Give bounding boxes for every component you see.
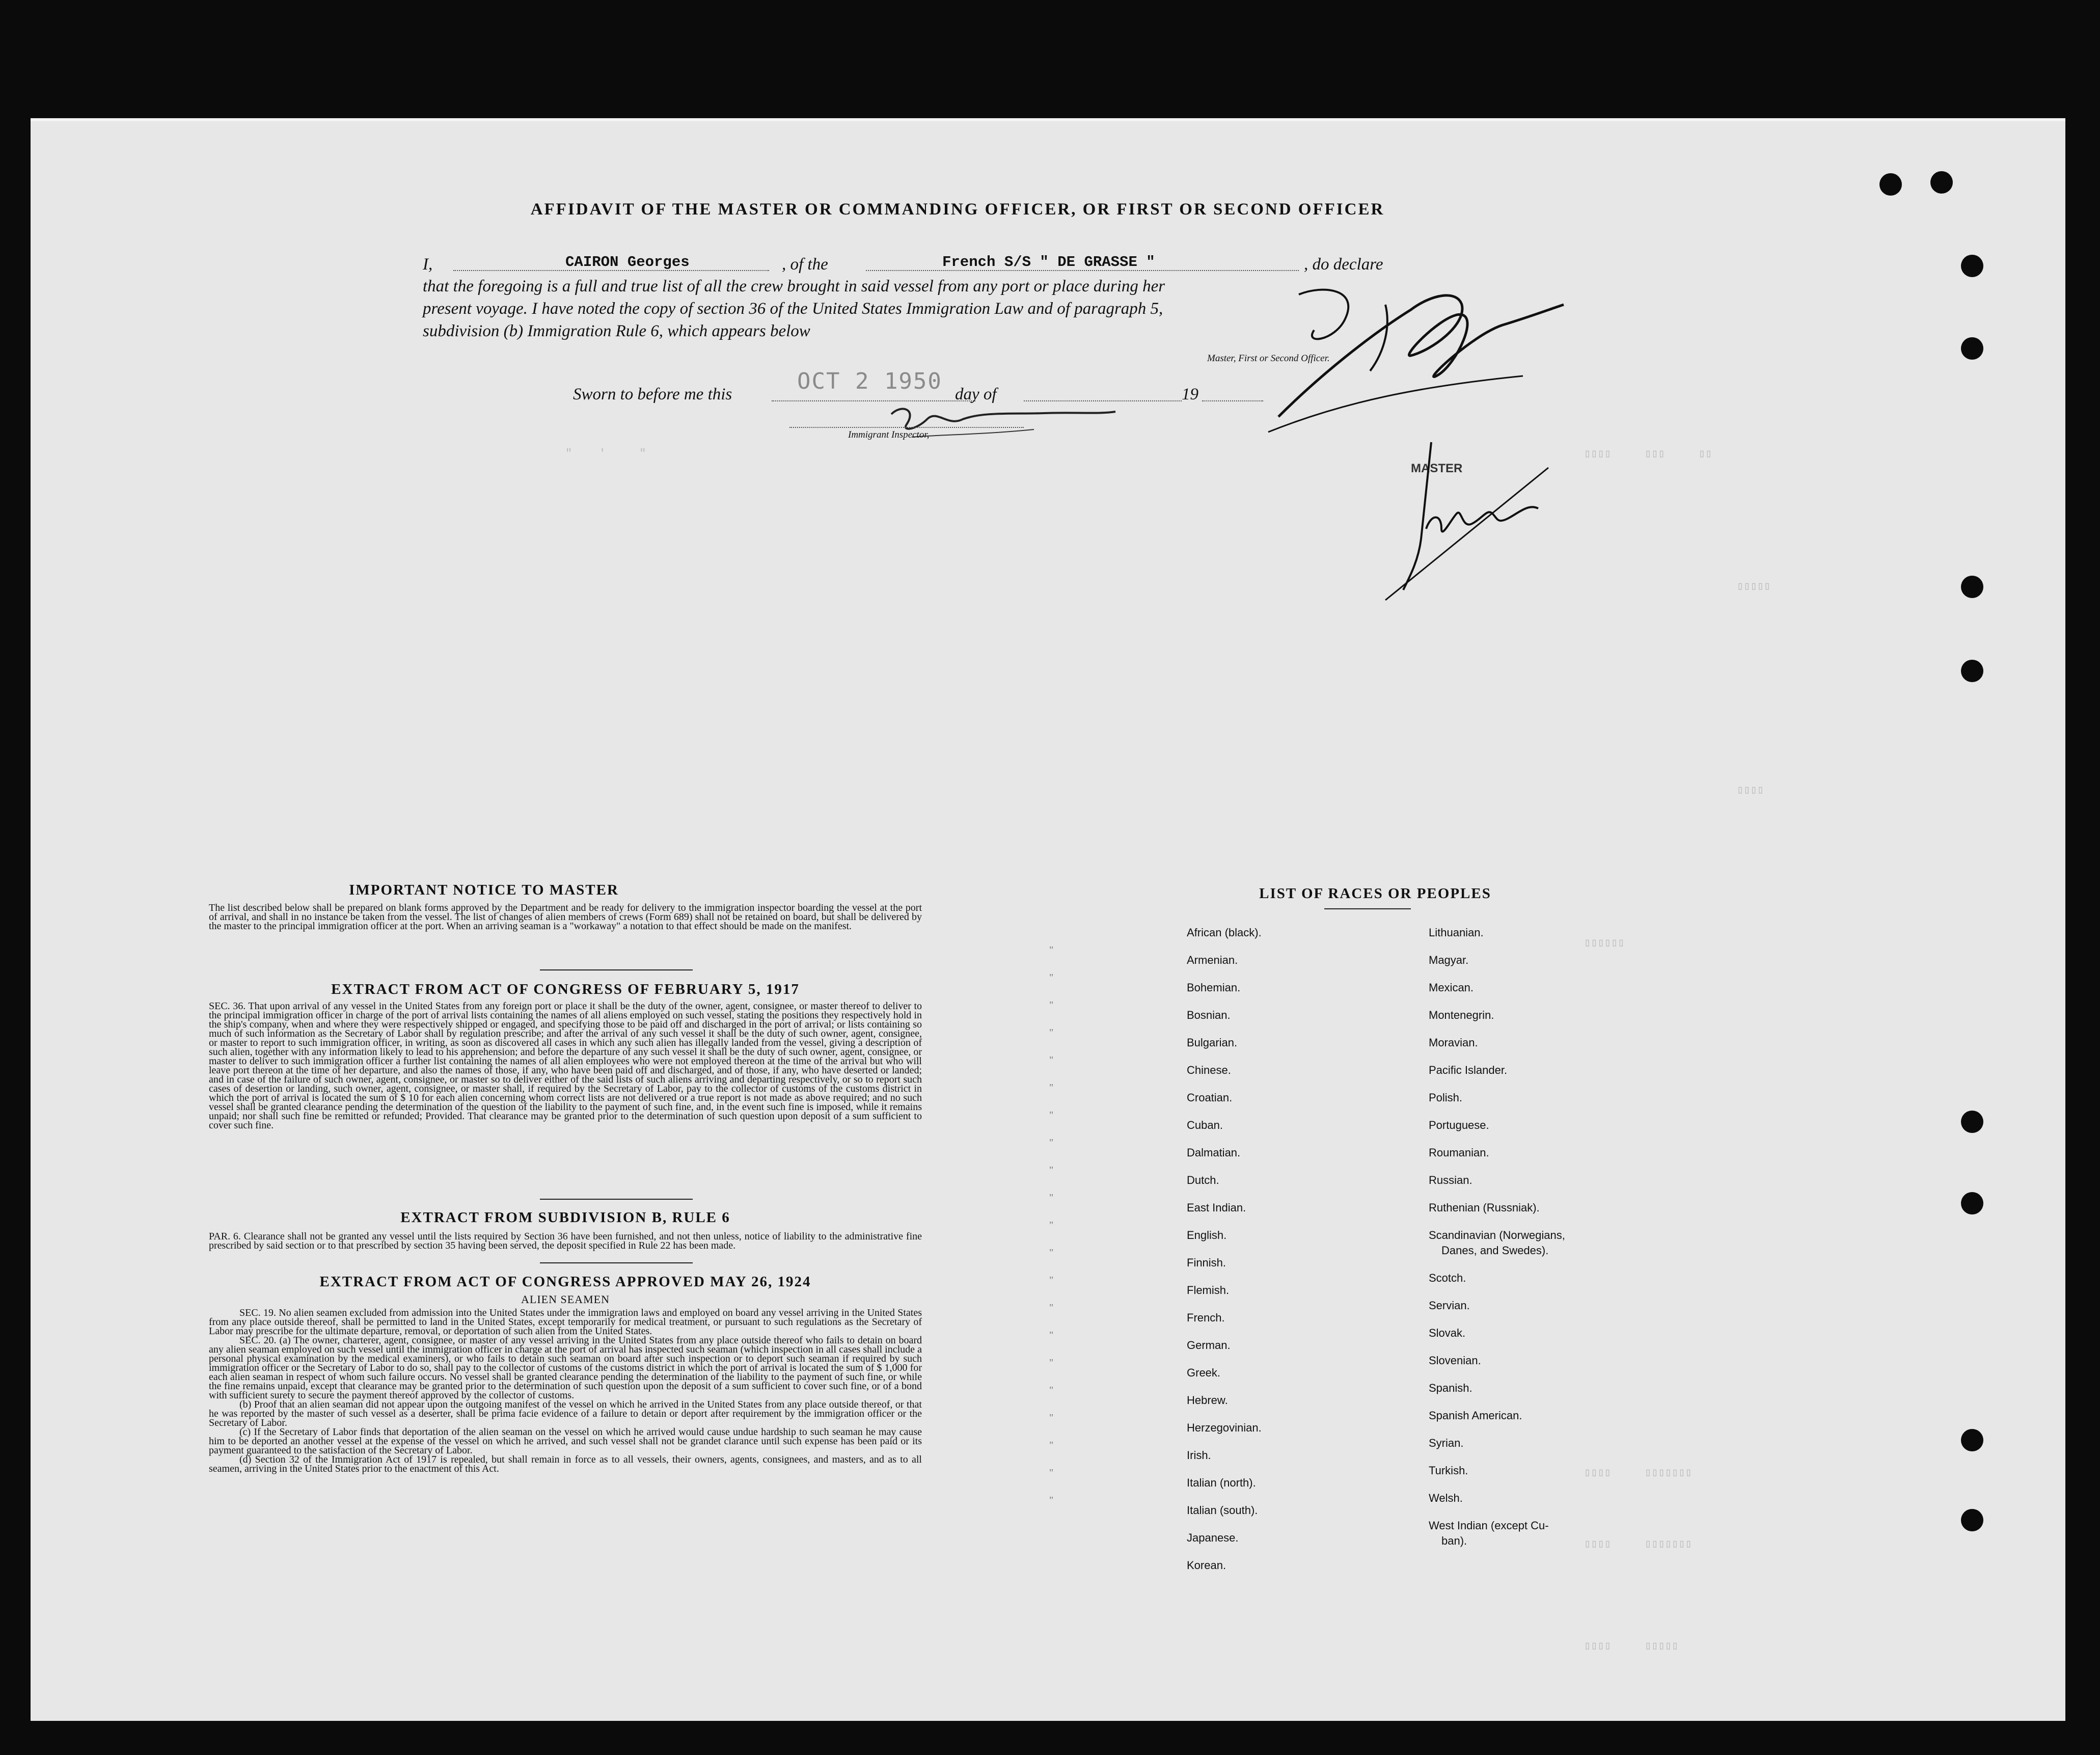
race-item: Hebrew. — [1187, 1394, 1228, 1407]
affidavit-title: AFFIDAVIT OF THE MASTER OR COMMANDING OFFICER, OR FIRST OR SECOND OFFICER — [530, 200, 1385, 219]
punch-hole — [1961, 1192, 1983, 1214]
race-item: Montenegrin. — [1429, 1009, 1494, 1021]
affidavit-line2: that the foregoing is a full and true list of all the crew brought in said vessel from any port or place during her — [423, 277, 1165, 295]
sworn-year: 19 — [1182, 385, 1198, 403]
extract-1924-subtitle: ALIEN SEAMEN — [521, 1293, 610, 1306]
punch-hole — [1961, 1429, 1983, 1451]
affidavit-line1-prefix: I, — [423, 255, 433, 274]
punch-hole — [1961, 1111, 1983, 1133]
race-item: Japanese. — [1187, 1531, 1239, 1544]
race-item: Irish. — [1187, 1449, 1211, 1462]
race-item: Italian (north). — [1187, 1476, 1256, 1489]
race-item: Lithuanian. — [1429, 926, 1484, 939]
rule6-body: PAR. 6. Clearance shall not be granted any vessel until the lists required by Section 36 have been furnished, and not then unless, notice of liability to the administrative fine prescribed by said section or to that prescribed by section 35 having been served, the deposit specified in Rule 22 has been made. — [209, 1231, 922, 1251]
rule6-title: EXTRACT FROM SUBDIVISION B, RULE 6 — [400, 1209, 730, 1226]
race-item: Flemish. — [1187, 1284, 1230, 1297]
sec20a-text: SEC. 20. (a) The owner, charterer, agent, consignee, or master of any vessel arriving in the United States from any place outside thereof who fails to detain on board any alien seaman employed on such vessel until the immigration officer in charge at the port of arrival has inspected such seaman (which inspection in all cases shall include a personal physical examination by the medical examiners), or who fails to detain such seaman on board after such inspection or to deport such seaman if required by such immigration officer or the Secretary of Labor to do so, shall pay to the collector of customs of the customs district in which the port of arrival is located the sum of $ 1,000 for each alien seaman in respect of whom such failure occurs. No vessel shall be granted clearance pending the determination of the liability to the payment of such fine, or while the fine remains unpaid, except that clearance may be granted prior to the determination of such question upon the deposit of a sum sufficient to cover such fine, or of a bond with sufficient surety to secure the payment thereof approved by the collector of customs. — [209, 1335, 922, 1401]
race-item: African (black). — [1187, 926, 1262, 939]
race-item: Ruthenian (Russniak). — [1429, 1201, 1540, 1214]
race-item: Italian (south). — [1187, 1504, 1258, 1517]
race-item: Bohemian. — [1187, 981, 1241, 994]
sworn-day: day of — [955, 385, 997, 403]
notice-body: The list described below shall be prepared on blank forms approved by the Department and be ready for delivery to the immigration inspector boarding the vessel at the port of arrival, and shall in no instance be taken from the vessel. The list of changes of alien members of crews (Form 689) shall not be retained on board, but shall be delivered by the master to the principal immigration officer at the port. When an arriving seaman is a "workaway" a notation to that effect should be made on the manifest. — [209, 902, 922, 932]
race-item: Spanish American. — [1429, 1409, 1522, 1422]
ghost-mark: ▯▯▯▯ ▯▯▯▯▯ — [1584, 1640, 1679, 1653]
affidavit-line1-suffix: , do declare — [1304, 255, 1383, 274]
race-item: Turkish. — [1429, 1464, 1468, 1477]
master-signature — [1365, 437, 1559, 605]
race-item: Dalmatian. — [1187, 1146, 1241, 1159]
inspector-caption: Immigrant Inspector, — [848, 429, 930, 440]
punch-hole — [1961, 660, 1983, 682]
race-item: Syrian. — [1429, 1437, 1464, 1449]
ghost-mark: ▯▯▯▯ ▯▯▯ ▯▯ — [1584, 448, 1712, 461]
race-item: Greek. — [1187, 1366, 1221, 1379]
race-item: French. — [1187, 1311, 1225, 1324]
extract-1924-title: EXTRACT FROM ACT OF CONGRESS APPROVED MAY 26, 1924 — [319, 1274, 811, 1290]
sec20c-text: (c) If the Secretary of Labor finds that deportation of the alien seaman on the vessel on which he arrived would cause undue hardship to such seaman he may cause him to be deported an another vessel at the expense of the vessel on which he arrived, and such vessel shall not be grandet clarance until such expense has been paid or its payment guaranteed to the satisfaction of the Secretary of Labor. — [209, 1426, 922, 1456]
race-item: Bulgarian. — [1187, 1036, 1238, 1049]
ghost-mark: ▯▯▯▯▯ — [1737, 580, 1771, 593]
affidavit-line3: present voyage. I have noted the copy of section 36 of the United States Immigration Law and of paragraph 5, — [423, 300, 1163, 318]
extract-1917-body: SEC. 36. That upon arrival of any vessel in the United States from any foreign port or place it shall be the duty of the owner, agent, consignee, or master thereof to deliver to the principal immigration officer in charge of the port of arrival lists containing the names of all aliens employed on such vessel, stating the positions they respectively hold in the ship's company, when and where they were respectively shipped or engaged, and specifying those to be paid off and discharged in the port of arrival; or lists containing so much of such information as the Secretary of Labor shall by regulation prescribe; and after the arrival of any such vessel it shall be the duty of such owner, agent, consignee, or master to report to such immigration officer, in writing, as soon as discovered all cases in which any such alien has illegally landed from the vessel, giving a description of such alien, together with any information likely to lead to his apprehension; and before the departure of any such vessel it shall be the duty of such owner, agent, consignee, or master to deliver to such immigration officer a further list containing the names of all alien employees who were not employed thereon at the time of the arrival but who will leave port thereon at the time of her departure, and also the names of those, if any, who have been paid off and discharged, and of those, if any, who have deserted or landed; and in case of the failure of such owner, agent, consignee, or master so to deliver either of the said lists of such aliens arriving and departing respectively, or so to report such cases of desertion or landing, such owner, agent, consignee, or master shall, if required by the Secretary of Labor, pay to the collector of customs of the customs district in which the port of arrival is located the sum of $ 10 for each alien concerning whom correct lists are not delivered or a true report is not made as above required; and no such vessel shall be granted clearance pending the determination of the question of the liability to the payment of such fine, and, in the event such fine is imposed, while it remains unpaid; nor shall such fine be remitted or refunded; Provided. That clearance may be granted prior to the determination of such question upon deposit of a sum sufficient to cover such fine. — [209, 1001, 922, 1131]
race-item: Polish. — [1429, 1091, 1463, 1104]
ghost-mark: ▯▯▯▯▯▯ — [1584, 937, 1625, 950]
race-item: Chinese. — [1187, 1064, 1231, 1076]
race-item: Roumanian. — [1429, 1146, 1489, 1159]
punch-hole — [1961, 1509, 1983, 1531]
race-item: Spanish. — [1429, 1382, 1472, 1394]
ghost-mark: " ' " — [565, 447, 646, 460]
tick-marks: " " " " " " " " " " " " " " " " " " " " " — [1049, 944, 1054, 1506]
sec19-text: SEC. 19. No alien seamen excluded from admission into the United States under the immigration laws and employed on board any vessel arriving in the United States from any place outside thereof, shall be permitted to land in the United States, except temporarily for medical treatment, or pursuant to such regulations as the Secretary of Labor may prescribe for the ultimate departure, removal, or deportation of such alien from the United States. — [209, 1307, 922, 1337]
punch-hole — [1879, 173, 1902, 196]
race-item: English. — [1187, 1229, 1227, 1241]
race-item: Portuguese. — [1429, 1119, 1489, 1131]
race-item: Servian. — [1429, 1299, 1470, 1312]
race-item: Magyar. — [1429, 954, 1469, 966]
sec20b-text: (b) Proof that an alien seaman did not appear upon the outgoing manifest of the vessel on which he arrived in the United States from any place outside thereof, or that he was reported by the master of such vessel as a deserter, shall be prima facie evidence of a failure to detain or deport after requirement by the immigration officer or the Secretary of Labor. — [209, 1399, 922, 1428]
manifest-page — [31, 118, 2065, 1721]
sec20d-text: (d) Section 32 of the Immigration Act of 1917 is repealed, but shall remain in force as to all vessels, their owners, agents, consignees, and masters, and as to all seamen, arriving in the United States prior to the enactment of this Act. — [209, 1454, 922, 1474]
notice-title: IMPORTANT NOTICE TO MASTER — [349, 882, 619, 898]
race-item: Pacific Islander. — [1429, 1064, 1508, 1076]
race-item: Mexican. — [1429, 981, 1474, 994]
races-title: LIST OF RACES OR PEOPLES — [1259, 885, 1491, 902]
race-item: Korean. — [1187, 1559, 1226, 1572]
ghost-mark: ▯▯▯▯ ▯▯▯▯▯▯▯ — [1584, 1467, 1692, 1479]
race-item: Armenian. — [1187, 954, 1238, 966]
extract-1917-title: EXTRACT FROM ACT OF CONGRESS OF FEBRUARY 5, 1917 — [331, 981, 800, 997]
race-item: Croatian. — [1187, 1091, 1233, 1104]
affidavit-line4: subdivision (b) Immigration Rule 6, which appears below — [423, 322, 810, 340]
race-item: Scotch. — [1429, 1272, 1466, 1284]
ghost-mark: ▯▯▯▯ — [1737, 784, 1764, 797]
race-item: East Indian. — [1187, 1201, 1246, 1214]
race-item: Herzegovinian. — [1187, 1421, 1262, 1434]
declarant-name: CAIRON Georges — [565, 254, 690, 271]
punch-hole — [1961, 576, 1983, 598]
race-item: Danes, and Swedes). — [1441, 1244, 1549, 1257]
punch-hole — [1961, 337, 1983, 360]
race-item: Dutch. — [1187, 1174, 1219, 1186]
race-item: Cuban. — [1187, 1119, 1223, 1131]
affidavit-line1-mid: , of the — [782, 255, 828, 274]
punch-hole — [1930, 171, 1953, 194]
race-item: Russian. — [1429, 1174, 1472, 1186]
sworn-prefix: Sworn to before me this — [573, 385, 732, 403]
ghost-mark: ▯▯▯▯ ▯▯▯▯▯▯▯ — [1584, 1538, 1692, 1551]
race-item: Scandinavian (Norwegians, — [1429, 1229, 1565, 1241]
race-item: German. — [1187, 1339, 1231, 1352]
race-item: Finnish. — [1187, 1256, 1226, 1269]
race-item: Moravian. — [1429, 1036, 1478, 1049]
punch-hole — [1961, 255, 1983, 277]
date-stamp: OCT 2 1950 — [797, 368, 942, 394]
vessel-name: French S/S " DE GRASSE " — [942, 254, 1155, 271]
race-item: Welsh. — [1429, 1492, 1463, 1504]
race-item: Bosnian. — [1187, 1009, 1231, 1021]
race-item: Slovenian. — [1429, 1354, 1481, 1367]
race-item: West Indian (except Cu- — [1429, 1519, 1549, 1532]
race-item: ban). — [1441, 1534, 1467, 1547]
officer-caption: Master, First or Second Officer. — [1207, 353, 1330, 364]
race-item: Slovak. — [1429, 1327, 1466, 1339]
master-stamp: MASTER — [1411, 462, 1463, 475]
